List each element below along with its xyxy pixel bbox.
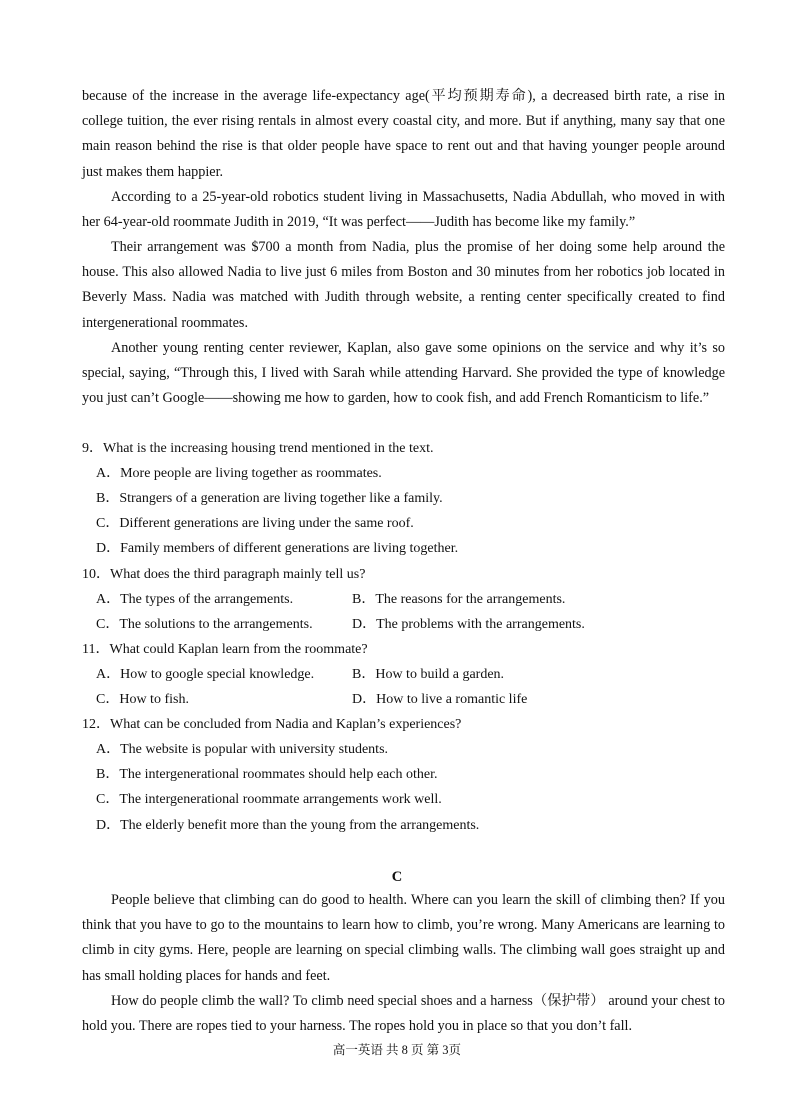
question-11-stem: 11．What could Kaplan learn from the roommate? xyxy=(82,642,368,657)
passage-b-paragraph-3: Their arrangement was $700 a month from Nadia, plus the promise of her doing some help around the house. This also allowed Nadia to live just 6 miles from Boston and 30 minutes from her robotics job located in Beverly Mass. Nadia was matched with Judith through website, a renting center specifically created to find intergenerational roommates. xyxy=(82,239,725,331)
page-footer: 高一英语 共 8 页 第 3页 xyxy=(332,1043,462,1057)
passage-b-paragraph-1: because of the increase in the average life-expectancy age(平均预期寿命), a decreased birth rate, a rise in college tuition, the ever rising rentals in almost every coastal city, and more. But if anything, many say that one main reason behind the rise is that older people have space to rent out and that having younger people around just makes them happier. xyxy=(82,88,725,180)
question-9-option-b[interactable]: B．Strangers of a generation are living together like a family. xyxy=(96,491,443,506)
question-12-option-d[interactable]: D．The elderly benefit more than the young from the arrangements. xyxy=(96,818,480,833)
question-10-option-a[interactable]: A．The types of the arrangements. xyxy=(96,592,294,607)
question-9-option-c[interactable]: C．Different generations are living under the same roof. xyxy=(96,516,414,531)
question-11-option-d[interactable]: D．How to live a romantic life xyxy=(352,692,528,707)
passage-b-paragraph-4: Another young renting center reviewer, Kaplan, also gave some opinions on the service and why it’s so special, saying, “Through this, I lived with Sarah while attending Harvard. She provided the type of knowledge you just can’t Google——showing me how to garden, how to cook fish, and add French Romanticism to life.” xyxy=(82,340,725,407)
question-10-option-d[interactable]: D．The problems with the arrangements. xyxy=(352,617,585,632)
question-12-option-c[interactable]: C．The intergenerational roommate arrangements work well. xyxy=(96,792,442,807)
question-11-option-b[interactable]: B．How to build a garden. xyxy=(352,667,505,682)
passage-c-paragraph-2: How do people climb the wall? To climb need special shoes and a harness（保护带） around your chest to hold you. There are ropes tied to your harness. The ropes hold you in place so that you don’t fall. xyxy=(82,993,725,1035)
question-11-option-c[interactable]: C．How to fish. xyxy=(96,692,189,707)
question-10-option-b[interactable]: B．The reasons for the arrangements. xyxy=(352,592,566,607)
question-10-option-c[interactable]: C．The solutions to the arrangements. xyxy=(96,617,313,632)
question-12-option-b[interactable]: B．The intergenerational roommates should help each other. xyxy=(96,767,438,782)
question-12-option-a[interactable]: A．The website is popular with university students. xyxy=(96,742,389,757)
question-9-stem: 9．What is the increasing housing trend mentioned in the text. xyxy=(82,441,434,456)
question-12-stem: 12．What can be concluded from Nadia and Kaplan’s experiences? xyxy=(82,717,462,732)
question-10-stem: 10．What does the third paragraph mainly tell us? xyxy=(82,567,366,582)
passage-c-paragraph-1: People believe that climbing can do good to health. Where can you learn the skill of climbing then? If you think that you have to go to the mountains to learn how to climb, you’re wrong. Many Americans are learning to climb in city gyms. Here, people are learning on special climbing walls. The climbing wall goes straight up and has small holding places for hands and feet. xyxy=(82,892,725,984)
question-9-option-d[interactable]: D．Family members of different generations are living together. xyxy=(96,541,459,556)
passage-c-heading: C xyxy=(391,869,403,885)
question-11-option-a[interactable]: A．How to google special knowledge. xyxy=(96,667,315,682)
passage-b-paragraph-2: According to a 25-year-old robotics student living in Massachusetts, Nadia Abdullah, who moved in with her 64-year-old roommate Judith in 2019, “It was perfect——Judith has become like my family.” xyxy=(82,189,725,231)
question-9-option-a[interactable]: A．More people are living together as roommates. xyxy=(96,466,382,481)
